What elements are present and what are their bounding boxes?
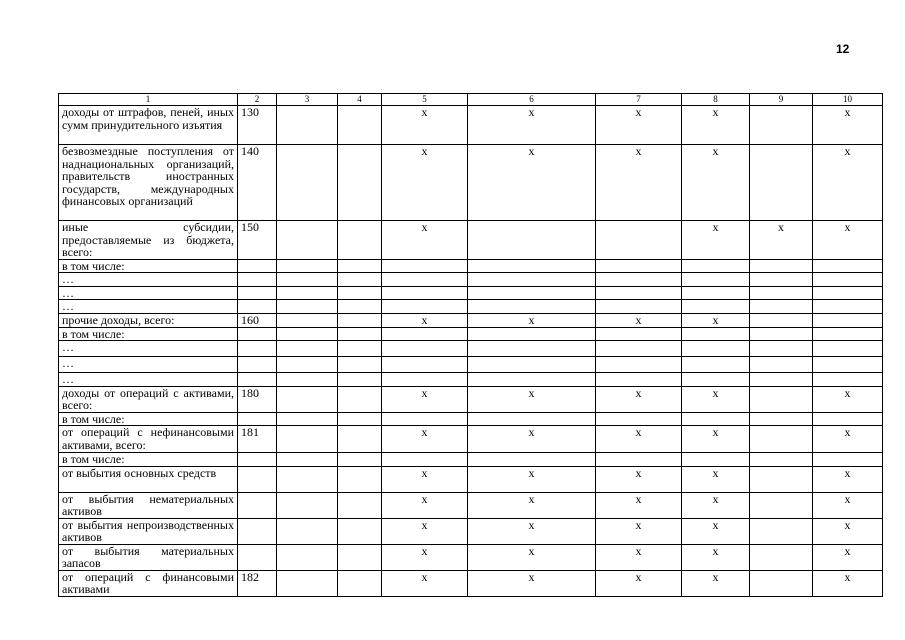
cell-col-9: [750, 453, 813, 467]
row-code: 140: [238, 145, 277, 221]
cell-col-9: [750, 386, 813, 412]
cell-col-5: x: [382, 145, 468, 221]
cell-col-7: x: [596, 492, 682, 518]
cell-col-9: [750, 341, 813, 357]
table-row: [59, 221, 883, 260]
cell-col-4: [338, 373, 382, 387]
cell-col-10: x: [813, 106, 883, 145]
cell-col-4: [338, 300, 382, 314]
cell-col-4: [338, 106, 382, 145]
cell-col-9: [750, 466, 813, 492]
cell-col-5: [382, 259, 468, 273]
cell-col-3: [277, 357, 338, 373]
cell-col-8: x: [682, 221, 750, 260]
cell-col-3: [277, 544, 338, 570]
table-row: [59, 412, 883, 426]
cell-col-4: [338, 357, 382, 373]
cell-col-9: [750, 300, 813, 314]
column-header-7: 7: [596, 94, 682, 106]
cell-col-5: [382, 357, 468, 373]
table-row: [59, 106, 883, 145]
cell-col-5: x: [382, 221, 468, 260]
row-code: 160: [238, 313, 277, 327]
row-label: в том числе:: [59, 327, 238, 341]
column-header-10: 10: [813, 94, 883, 106]
cell-col-7: x: [596, 570, 682, 596]
table-row: [59, 386, 883, 412]
cell-col-3: [277, 259, 338, 273]
cell-col-3: [277, 518, 338, 544]
row-code: [238, 327, 277, 341]
cell-col-3: [277, 373, 338, 387]
row-code: [238, 373, 277, 387]
cell-col-4: [338, 426, 382, 453]
cell-col-5: x: [382, 466, 468, 492]
cell-col-8: x: [682, 544, 750, 570]
table-row: [59, 453, 883, 467]
cell-col-10: [813, 412, 883, 426]
cell-col-7: [596, 327, 682, 341]
cell-col-10: x: [813, 426, 883, 453]
report-table: [58, 93, 883, 597]
row-code: [238, 518, 277, 544]
row-code: 180: [238, 386, 277, 412]
column-header-5: 5: [382, 94, 468, 106]
cell-col-9: [750, 412, 813, 426]
row-label: безвозмездные поступления от наднациональных организаций, правительств иностранных государств, международных финансовых организаций: [59, 145, 238, 221]
cell-col-5: x: [382, 492, 468, 518]
cell-col-6: [468, 327, 596, 341]
cell-col-5: [382, 453, 468, 467]
row-code: [238, 300, 277, 314]
cell-col-5: [382, 412, 468, 426]
table-row: [59, 327, 883, 341]
row-label: в том числе:: [59, 453, 238, 467]
cell-col-8: x: [682, 426, 750, 453]
cell-col-3: [277, 300, 338, 314]
cell-col-9: [750, 373, 813, 387]
cell-col-5: x: [382, 570, 468, 596]
table-row: [59, 357, 883, 373]
table-row: [59, 373, 883, 387]
cell-col-6: [468, 412, 596, 426]
table-row: [59, 259, 883, 273]
row-label: в том числе:: [59, 259, 238, 273]
cell-col-6: [468, 259, 596, 273]
column-header-4: 4: [338, 94, 382, 106]
cell-col-7: x: [596, 426, 682, 453]
cell-col-6: [468, 221, 596, 260]
cell-col-8: [682, 357, 750, 373]
cell-col-8: x: [682, 570, 750, 596]
row-code: [238, 341, 277, 357]
row-label: …: [59, 300, 238, 314]
cell-col-9: [750, 426, 813, 453]
cell-col-6: [468, 286, 596, 300]
cell-col-7: [596, 453, 682, 467]
cell-col-8: x: [682, 518, 750, 544]
cell-col-8: x: [682, 145, 750, 221]
table-row: [59, 570, 883, 596]
cell-col-4: [338, 544, 382, 570]
cell-col-6: x: [468, 492, 596, 518]
cell-col-4: [338, 453, 382, 467]
cell-col-10: x: [813, 221, 883, 260]
cell-col-10: x: [813, 145, 883, 221]
cell-col-8: x: [682, 492, 750, 518]
cell-col-5: [382, 286, 468, 300]
cell-col-4: [338, 412, 382, 426]
cell-col-7: [596, 273, 682, 287]
cell-col-7: [596, 341, 682, 357]
cell-col-10: [813, 327, 883, 341]
cell-col-10: x: [813, 544, 883, 570]
cell-col-10: x: [813, 386, 883, 412]
cell-col-9: [750, 313, 813, 327]
cell-col-6: x: [468, 466, 596, 492]
cell-col-6: [468, 300, 596, 314]
cell-col-3: [277, 273, 338, 287]
cell-col-6: [468, 341, 596, 357]
cell-col-10: [813, 373, 883, 387]
cell-col-5: x: [382, 518, 468, 544]
row-code: 181: [238, 426, 277, 453]
cell-col-5: [382, 300, 468, 314]
column-header-6: 6: [468, 94, 596, 106]
cell-col-10: x: [813, 518, 883, 544]
row-code: [238, 286, 277, 300]
row-label: …: [59, 273, 238, 287]
cell-col-4: [338, 273, 382, 287]
cell-col-9: [750, 259, 813, 273]
row-code: [238, 466, 277, 492]
row-code: [238, 357, 277, 373]
column-header-9: 9: [750, 94, 813, 106]
cell-col-8: [682, 286, 750, 300]
cell-col-6: x: [468, 426, 596, 453]
cell-col-6: x: [468, 145, 596, 221]
cell-col-8: x: [682, 106, 750, 145]
row-code: [238, 259, 277, 273]
cell-col-6: [468, 357, 596, 373]
cell-col-9: x: [750, 221, 813, 260]
cell-col-8: x: [682, 313, 750, 327]
cell-col-3: [277, 466, 338, 492]
cell-col-10: [813, 453, 883, 467]
cell-col-5: x: [382, 106, 468, 145]
cell-col-6: [468, 273, 596, 287]
cell-col-4: [338, 466, 382, 492]
cell-col-4: [338, 570, 382, 596]
table-row: [59, 273, 883, 287]
cell-col-4: [338, 221, 382, 260]
cell-col-5: x: [382, 426, 468, 453]
cell-col-7: x: [596, 466, 682, 492]
row-label: доходы от штрафов, пеней, иных сумм принудительного изъятия: [59, 106, 238, 145]
row-label: от операций с нефинансовыми активами, всего:: [59, 426, 238, 453]
row-code: [238, 412, 277, 426]
cell-col-4: [338, 313, 382, 327]
cell-col-5: [382, 273, 468, 287]
page-number: 12: [836, 42, 850, 56]
column-header-2: 2: [238, 94, 277, 106]
cell-col-4: [338, 518, 382, 544]
cell-col-6: [468, 453, 596, 467]
cell-col-3: [277, 221, 338, 260]
cell-col-8: x: [682, 386, 750, 412]
row-code: [238, 453, 277, 467]
cell-col-3: [277, 453, 338, 467]
cell-col-9: [750, 106, 813, 145]
cell-col-7: [596, 221, 682, 260]
row-label: прочие доходы, всего:: [59, 313, 238, 327]
cell-col-7: [596, 300, 682, 314]
row-label: …: [59, 341, 238, 357]
cell-col-7: [596, 357, 682, 373]
table-row: [59, 300, 883, 314]
cell-col-10: x: [813, 466, 883, 492]
cell-col-9: [750, 357, 813, 373]
cell-col-10: [813, 300, 883, 314]
cell-col-6: [468, 373, 596, 387]
cell-col-4: [338, 259, 382, 273]
cell-col-7: [596, 286, 682, 300]
row-label: от выбытия основных средств: [59, 466, 238, 492]
cell-col-8: [682, 412, 750, 426]
cell-col-8: [682, 373, 750, 387]
cell-col-4: [338, 492, 382, 518]
cell-col-5: x: [382, 386, 468, 412]
cell-col-7: x: [596, 106, 682, 145]
cell-col-5: [382, 327, 468, 341]
column-header-3: 3: [277, 94, 338, 106]
table-row: [59, 426, 883, 453]
cell-col-3: [277, 341, 338, 357]
row-label: доходы от операций с активами, всего:: [59, 386, 238, 412]
table-row: [59, 544, 883, 570]
cell-col-3: [277, 492, 338, 518]
table-row: [59, 518, 883, 544]
cell-col-3: [277, 426, 338, 453]
cell-col-7: x: [596, 544, 682, 570]
table-header-row: [59, 94, 883, 106]
table-row: [59, 313, 883, 327]
cell-col-10: [813, 341, 883, 357]
row-code: 182: [238, 570, 277, 596]
cell-col-6: x: [468, 386, 596, 412]
cell-col-4: [338, 145, 382, 221]
cell-col-7: [596, 412, 682, 426]
cell-col-4: [338, 286, 382, 300]
column-header-1: 1: [59, 94, 238, 106]
cell-col-9: [750, 544, 813, 570]
cell-col-6: x: [468, 313, 596, 327]
table-row: [59, 492, 883, 518]
cell-col-3: [277, 286, 338, 300]
cell-col-6: x: [468, 570, 596, 596]
cell-col-8: [682, 327, 750, 341]
cell-col-9: [750, 145, 813, 221]
cell-col-10: [813, 286, 883, 300]
cell-col-7: x: [596, 386, 682, 412]
cell-col-6: x: [468, 518, 596, 544]
row-label: в том числе:: [59, 412, 238, 426]
cell-col-3: [277, 412, 338, 426]
cell-col-8: [682, 341, 750, 357]
cell-col-4: [338, 386, 382, 412]
cell-col-9: [750, 286, 813, 300]
cell-col-5: [382, 373, 468, 387]
row-label: …: [59, 286, 238, 300]
cell-col-10: [813, 357, 883, 373]
cell-col-5: x: [382, 313, 468, 327]
cell-col-9: [750, 327, 813, 341]
row-code: [238, 273, 277, 287]
row-label: …: [59, 373, 238, 387]
table-row: [59, 145, 883, 221]
cell-col-8: [682, 453, 750, 467]
cell-col-10: [813, 259, 883, 273]
cell-col-7: x: [596, 518, 682, 544]
row-label: иные субсидии, предоставляемые из бюджета, всего:: [59, 221, 238, 260]
cell-col-9: [750, 492, 813, 518]
table-row: [59, 286, 883, 300]
table-row: [59, 466, 883, 492]
cell-col-10: x: [813, 570, 883, 596]
cell-col-6: x: [468, 106, 596, 145]
cell-col-10: x: [813, 492, 883, 518]
cell-col-8: [682, 300, 750, 314]
cell-col-7: x: [596, 145, 682, 221]
cell-col-10: [813, 273, 883, 287]
cell-col-6: x: [468, 544, 596, 570]
cell-col-3: [277, 145, 338, 221]
cell-col-5: x: [382, 544, 468, 570]
column-header-8: 8: [682, 94, 750, 106]
cell-col-10: [813, 313, 883, 327]
cell-col-3: [277, 313, 338, 327]
row-label: от выбытия непроизводственных активов: [59, 518, 238, 544]
cell-col-3: [277, 570, 338, 596]
cell-col-8: [682, 259, 750, 273]
cell-col-9: [750, 273, 813, 287]
cell-col-4: [338, 341, 382, 357]
cell-col-4: [338, 327, 382, 341]
cell-col-7: [596, 373, 682, 387]
cell-col-9: [750, 570, 813, 596]
cell-col-8: [682, 273, 750, 287]
row-label: от выбытия материальных запасов: [59, 544, 238, 570]
table-row: [59, 341, 883, 357]
cell-col-7: x: [596, 313, 682, 327]
row-label: от операций с финансовыми активами: [59, 570, 238, 596]
cell-col-5: [382, 341, 468, 357]
cell-col-3: [277, 386, 338, 412]
cell-col-3: [277, 327, 338, 341]
row-code: [238, 544, 277, 570]
row-code: [238, 492, 277, 518]
row-label: от выбытия нематериальных активов: [59, 492, 238, 518]
row-code: 130: [238, 106, 277, 145]
cell-col-7: [596, 259, 682, 273]
cell-col-8: x: [682, 466, 750, 492]
row-code: 150: [238, 221, 277, 260]
cell-col-3: [277, 106, 338, 145]
row-label: …: [59, 357, 238, 373]
cell-col-9: [750, 518, 813, 544]
